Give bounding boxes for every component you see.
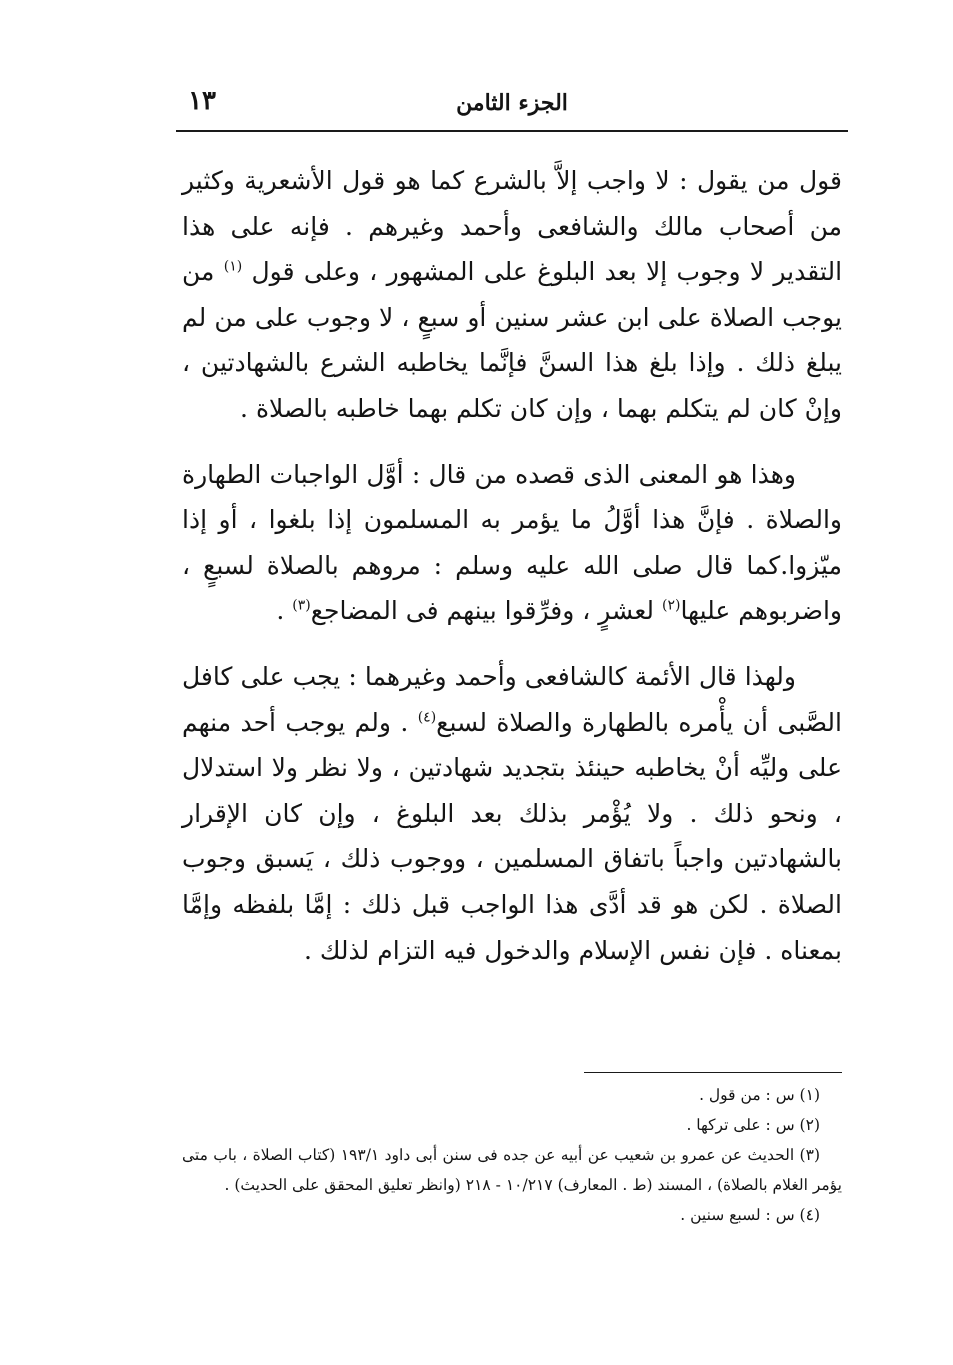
paragraph-1 (182, 158, 842, 432)
footnote-ref-4: (٤) (417, 709, 437, 726)
running-title: الجزء الثامن (456, 90, 568, 116)
paragraph-2-text-a: وهذا هو المعنى الذى قصده من قال : أوَّل الواجبات الطهارة والصلاة . فإنَّ هذا أوَّلُ ما يؤمر به المسلمون إذا بلغوا ، أو إذا ميّزوا.كما قال صلى الله عليه وسلم : مروهم بالصلاة لسبعٍ ، واضربوهم عليها (182, 459, 842, 626)
footnote-ref-1: (١) (223, 258, 243, 275)
footnote-1: (١) س : من قول . (699, 1086, 820, 1104)
paragraph-2 (182, 452, 842, 634)
paragraph-3 (182, 654, 842, 973)
paragraph-2-text-c: . (276, 596, 285, 626)
paragraph-3-text-a: ولهذا قال الأئمة كالشافعى وأحمد وغيرهما : يجب على كافل الصَّبى أن يأْمره بالطهارة والصلاة لسبع (182, 661, 842, 737)
page-number: ١٣ (188, 86, 216, 116)
footnote-2: (٢) س : على تركها . (686, 1116, 820, 1134)
paragraph-1-text-b: من يوجب الصلاة على ابن عشر سنين أو سبعٍ ، لا وجوب على من لم يبلغ ذلك . وإذا بلغ هذا السنَّ فإنَّما يخاطبه الشرع بالشهادتين ، وإنْ كان لم يتكلم بهما ، وإن كان تكلم بهما خاطبه بالصلاة . (182, 257, 842, 423)
header-rule (176, 130, 848, 132)
paragraph-2-text-b: لعشرٍ ، وفرِّقوا بينهم فى المضاجع (310, 596, 655, 626)
paragraph-1-text-a: قول من يقول : لا واجب إلاَّ بالشرع كما هو قول الأشعرية وكثير من أصحاب مالك والشافعى وأحمد وغيرهم . فإنه على هذا التقدير لا وجوب إلا بعد البلوغ على المشهور ، وعلى قول (182, 166, 843, 287)
footnote-ref-3: (٣) (292, 598, 311, 615)
footnote-ref-2: (٢) (661, 598, 681, 615)
footnote-3: (٣) الحديث عن عمرو بن شعيب عن أبيه عن جده فى سنن أبى داود ١٩٣/١ (كتاب الصلاة ، باب متى يؤمر الغلام بالصلاة) ، المسند (ط . المعارف) ١٠/٢١٧ - ٢١٨ (وانظر تعليق المحقق على الحديث) . (182, 1146, 842, 1194)
footnotes (182, 1080, 842, 1230)
footnote-rule (584, 1072, 842, 1073)
page-header (178, 86, 846, 126)
paragraph-3-text-b: . ولم يوجب أحد منهم على وليِّه أنْ يخاطبه حينئذ بتجديد شهادتين ، ولا نظر ولا استدلال ، ونحو ذلك . ولا يُؤْمر بذلك بعد البلوغ ، وإن كان الإقرار بالشهادتين واجباً باتفاق المسلمين ، ووجوب ذلك ، يَسبق وجوب الصلاة . لكن هو قد أدَّى هذا الواجب قبل ذلك : إمَّا بلفظه وإمَّا بمعناه . فإن نفس الإسلام والدخول فيه التزام لذلك . (182, 707, 842, 965)
footnote-4: (٤) س : لسبع سنين . (680, 1206, 820, 1224)
main-text (182, 158, 842, 973)
